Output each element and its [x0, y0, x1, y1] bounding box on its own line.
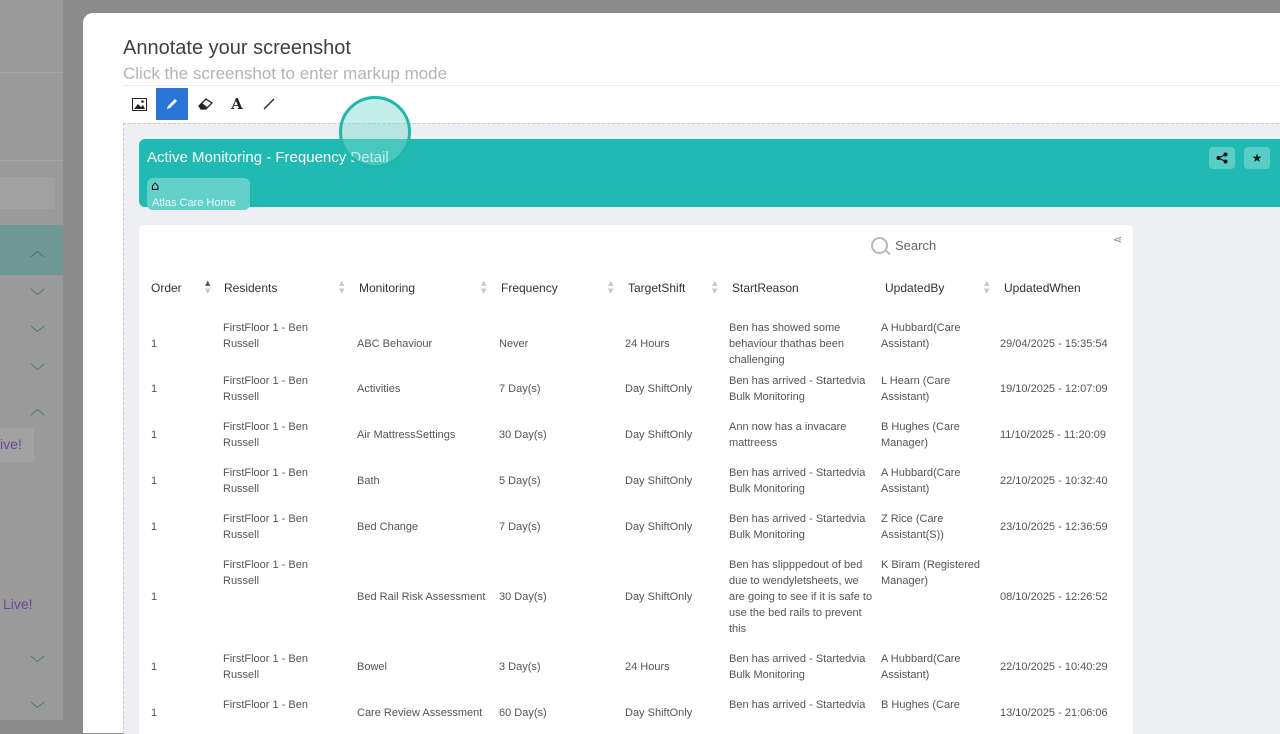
cell-reason: Ben has arrived - Startedvia Bulk Monitoring [729, 467, 866, 495]
cell-monitoring: Activities [357, 383, 401, 395]
cell-updated-when: 13/10/2025 - 21:06:06 [1000, 707, 1108, 719]
column-header-updatedwhen[interactable]: UpdatedWhen [1004, 281, 1081, 295]
cell-frequency: 5 Day(s) [499, 475, 541, 487]
cell-frequency: 30 Day(s) [499, 591, 547, 603]
line-icon[interactable] [253, 88, 285, 120]
frequency-table-panel [139, 225, 1133, 734]
column-header-targetshift[interactable]: TargetShift [628, 281, 686, 295]
cell-order: 1 [151, 383, 158, 395]
cell-frequency: 3 Day(s) [499, 661, 541, 673]
cell-monitoring: ABC Behaviour [357, 338, 433, 350]
cell-reason: Ben has arrived - Startedvia [729, 699, 866, 711]
cell-resident: FirstFloor 1 - Ben Russell [223, 375, 308, 403]
cell-updated-when: 23/10/2025 - 12:36:59 [1000, 521, 1108, 533]
page-title: Active Monitoring - Frequency Detail [147, 149, 389, 166]
search-placeholder: Search [895, 238, 937, 253]
sort-icon[interactable]: ▲ ▼ [339, 279, 345, 295]
sort-icon[interactable]: ▲ ▼ [984, 279, 990, 295]
chevron-up-icon: ︿ [30, 400, 46, 418]
sort-icon[interactable]: ▲ ▼ [205, 279, 211, 295]
eraser-icon[interactable] [189, 88, 221, 120]
chevron-down-icon: ﹀ [30, 324, 46, 342]
cell-order: 1 [151, 521, 158, 533]
share-icon[interactable]: ⋖ [1113, 233, 1123, 246]
cell-updated-by: B Hughes (Care Manager) [881, 421, 960, 449]
app-header [139, 139, 1280, 207]
sort-icon[interactable]: ▲ ▼ [712, 279, 718, 295]
chevron-down-icon: ﹀ [30, 700, 46, 718]
live-label: ive! [0, 436, 22, 452]
annotate-modal [83, 13, 1280, 733]
modal-title: Annotate your screenshot [123, 37, 351, 59]
home-icon: ⌂ [151, 179, 160, 194]
cell-resident: FirstFloor 1 - Ben Russell [223, 513, 308, 541]
cell-frequency: Never [499, 338, 529, 350]
cell-order: 1 [151, 338, 158, 350]
pencil-icon[interactable] [156, 88, 188, 120]
column-header-startreason[interactable]: StartReason [732, 281, 799, 295]
cell-monitoring: Air MattressSettings [357, 429, 456, 441]
cell-updated-by: L Hearn (Care Assistant) [881, 375, 951, 403]
cell-updated-by: B Hughes (Care [881, 699, 960, 711]
chevron-down-icon: ﹀ [30, 287, 46, 305]
cell-monitoring: Bowel [357, 661, 387, 673]
cell-reason: Ben has arrived - Startedvia Bulk Monitoring [729, 375, 866, 403]
cell-resident: FirstFloor 1 - Ben Russell [223, 322, 308, 350]
cell-shift: 24 Hours [625, 338, 670, 350]
cell-shift: Day ShiftOnly [625, 429, 693, 441]
cell-updated-when: 19/10/2025 - 12:07:09 [1000, 383, 1108, 395]
cursor-indicator [339, 96, 411, 168]
chevron-up-icon: ︿ [30, 242, 46, 260]
column-header-updatedby[interactable]: UpdatedBy [885, 281, 945, 295]
image-icon[interactable] [123, 88, 155, 120]
cell-monitoring: Bed Change [357, 521, 419, 533]
cell-monitoring: Care Review Assessment [357, 707, 483, 719]
cell-frequency: 7 Day(s) [499, 521, 541, 533]
cell-updated-when: 11/10/2025 - 11:20:09 [1000, 429, 1107, 441]
share-button[interactable] [1209, 147, 1235, 169]
cell-updated-when: 29/04/2025 - 15:35:54 [1000, 338, 1108, 350]
column-header-monitoring[interactable]: Monitoring [359, 281, 416, 295]
favourite-button[interactable] [1244, 147, 1270, 169]
cell-updated-by: A Hubbard(Care Assistant) [881, 467, 961, 495]
divider [0, 160, 63, 161]
cell-shift: Day ShiftOnly [625, 591, 693, 603]
cell-order: 1 [151, 661, 158, 673]
cell-order: 1 [151, 591, 158, 603]
cell-reason: Ben has arrived - Startedvia Bulk Monitoring [729, 653, 866, 681]
live-label: Live! [3, 596, 33, 612]
column-header-frequency[interactable]: Frequency [501, 281, 558, 295]
cell-reason: Ben has showed some behaviour thathas been challenging [729, 322, 844, 366]
cell-reason: Ben has arrived - Startedvia Bulk Monitoring [729, 513, 866, 541]
star-icon: ★ [1251, 151, 1263, 165]
cell-resident: FirstFloor 1 - Ben [223, 699, 308, 711]
chevron-down-icon: ﹀ [30, 362, 46, 380]
text-icon[interactable]: A [231, 95, 243, 113]
divider [0, 72, 63, 73]
cell-reason: Ann now has a invacare mattreess [729, 421, 847, 449]
background-search [0, 177, 55, 209]
cell-order: 1 [151, 429, 158, 441]
cell-reason: Ben has slipppedout of bed due to wendyletsheets, we are going to see if it is safe to use the bed rails to prevent this [729, 559, 873, 635]
search-box[interactable] [871, 237, 1071, 259]
cell-updated-by: A Hubbard(Care Assistant) [881, 653, 961, 681]
chevron-down-icon: ﹀ [30, 654, 46, 672]
markup-toolbar [123, 85, 1280, 122]
cell-frequency: 60 Day(s) [499, 707, 547, 719]
share-icon [1216, 152, 1228, 164]
breadcrumb-home[interactable] [147, 178, 250, 210]
cell-updated-when: 08/10/2025 - 12:26:52 [1000, 591, 1108, 603]
cell-monitoring: Bath [357, 475, 380, 487]
cell-shift: Day ShiftOnly [625, 383, 693, 395]
cell-monitoring: Bed Rail Risk Assessment [357, 591, 486, 603]
cell-order: 1 [151, 707, 158, 719]
sort-icon[interactable]: ▲ ▼ [608, 279, 614, 295]
cell-resident: FirstFloor 1 - Ben Russell [223, 467, 308, 495]
cell-resident: FirstFloor 1 - Ben Russell [223, 559, 308, 587]
cell-frequency: 30 Day(s) [499, 429, 547, 441]
column-header-residents[interactable]: Residents [224, 281, 278, 295]
cell-shift: Day ShiftOnly [625, 521, 693, 533]
cell-updated-when: 22/10/2025 - 10:40:29 [1000, 661, 1108, 673]
modal-subtitle: Click the screenshot to enter markup mode [123, 64, 448, 83]
cell-updated-by: A Hubbard(Care Assistant) [881, 322, 961, 350]
cell-frequency: 7 Day(s) [499, 383, 541, 395]
column-header-order[interactable]: Order [151, 281, 182, 295]
cell-order: 1 [151, 475, 158, 487]
sort-icon[interactable]: ▲ ▼ [481, 279, 487, 295]
breadcrumb-label: Atlas Care Home [152, 197, 236, 209]
cell-resident: FirstFloor 1 - Ben Russell [223, 421, 308, 449]
screenshot-canvas[interactable] [123, 123, 1280, 734]
cell-shift: Day ShiftOnly [625, 707, 693, 719]
cell-updated-by: Z Rice (Care Assistant(S)) [881, 513, 944, 541]
cell-shift: 24 Hours [625, 661, 670, 673]
cell-resident: FirstFloor 1 - Ben Russell [223, 653, 308, 681]
cell-shift: Day ShiftOnly [625, 475, 693, 487]
cell-updated-when: 22/10/2025 - 10:32:40 [1000, 475, 1108, 487]
cell-updated-by: K Biram (Registered Manager) [881, 559, 981, 587]
